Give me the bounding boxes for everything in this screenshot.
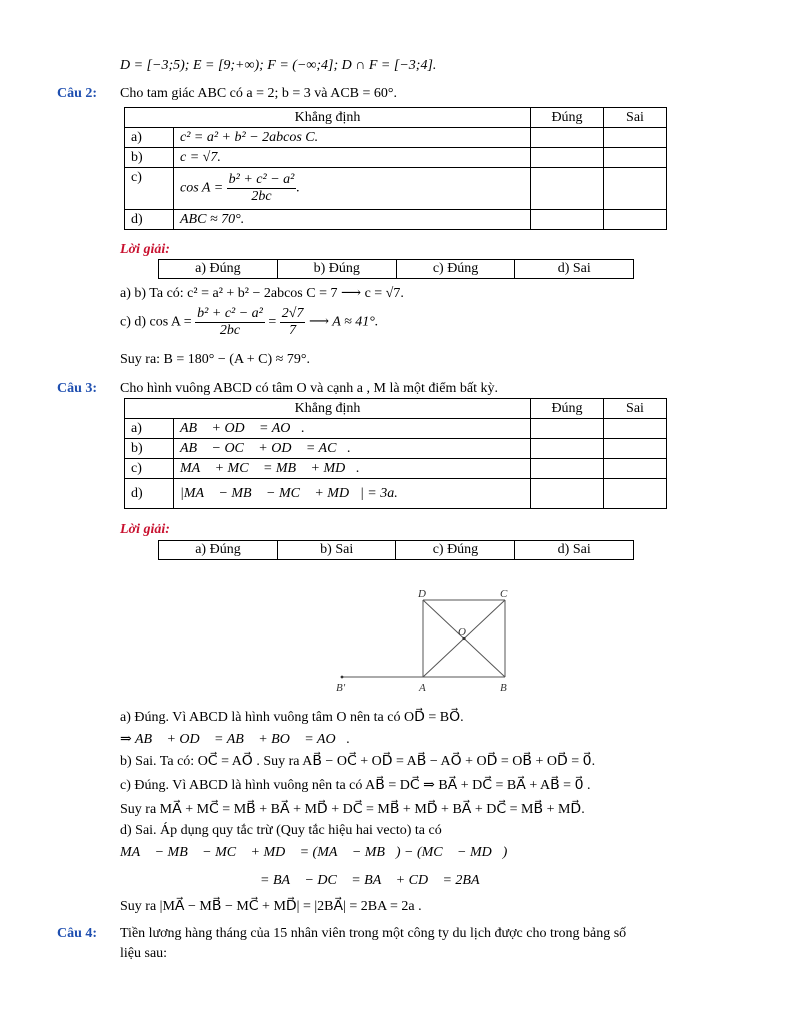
false-cell (604, 128, 667, 148)
table-row (125, 148, 667, 168)
question-3-label: Câu 3: (57, 381, 98, 396)
answer-cell: c) Đúng (396, 260, 515, 279)
row-statement: AB⃗ − OC⃗ + OD⃗ = AC⃗. (174, 439, 531, 459)
table-row (125, 128, 667, 148)
true-cell (531, 419, 604, 439)
q3-solution-line: = BA⃗ − DC⃗ = BA⃗ + CD⃗ = 2BA⃗ (260, 873, 491, 888)
row-statement: ABC ≈ 70°. (174, 210, 531, 230)
point-b-prime (341, 676, 344, 679)
table-row (125, 419, 667, 439)
answer-cell: d) Sai (515, 541, 634, 560)
fraction-denominator: 2bc (219, 323, 241, 338)
table-row (125, 168, 667, 210)
row-statement: c² = a² + b² − 2abcos C. (174, 128, 531, 148)
question-3-solution-label: Lời giải: (120, 522, 170, 537)
cos-a-prefix: c) d) cos A = (120, 314, 196, 330)
cos-a-fraction (227, 172, 297, 205)
q3-solution-line: b) Sai. Ta có: OC⃗ = AO⃗ . Suy ra AB⃗ − OC⃗ + OD⃗ = AB⃗ − AO⃗ + OD⃗ = OB⃗ + OD⃗ = 0⃗. (120, 754, 596, 769)
cos-a-prefix: cos A = (180, 180, 227, 196)
question-4-label: Câu 4: (57, 926, 98, 941)
label-b-prime: B′ (336, 682, 346, 694)
question-3-prompt: Cho hình vuông ABCD có tâm O và cạnh a , M là một điểm bất kỳ. (120, 381, 498, 396)
table-row (125, 479, 667, 509)
row-statement (174, 168, 531, 210)
answer-cell: c) Đúng (396, 541, 515, 560)
row-key: c) (125, 459, 174, 479)
q3-solution-line: MA⃗ − MB⃗ − MC⃗ + MD⃗ = (MA⃗ − MB⃗) − (MC⃗ − MD⃗) (120, 845, 508, 860)
true-cell (531, 479, 604, 509)
row-key: b) (125, 148, 174, 168)
false-cell (604, 168, 667, 210)
row-statement: AB⃗ + OD⃗ = AO⃗. (174, 419, 531, 439)
table-row (125, 439, 667, 459)
question-4-prompt-line-2: liệu sau: (120, 946, 168, 961)
false-cell (604, 210, 667, 230)
q3-solution-line: Suy ra |MA⃗ − MB⃗ − MC⃗ + MD⃗| = |2BA⃗| = 2BA = 2a . (120, 899, 422, 914)
question-2-answer-table (158, 259, 634, 279)
true-header: Đúng (531, 399, 604, 419)
answer-cell: d) Sai (515, 260, 634, 279)
fraction-numerator: b² + c² − a² (228, 172, 295, 187)
false-cell (604, 419, 667, 439)
row-key: a) (125, 128, 174, 148)
fraction-numerator: b² + c² − a² (197, 306, 263, 321)
row-key: c) (125, 168, 174, 210)
table-row (125, 210, 667, 230)
question-2-statement-table (124, 107, 667, 230)
false-header: Sai (604, 108, 667, 128)
row-key: d) (125, 210, 174, 230)
question-2-prompt: Cho tam giác ABC có a = 2; b = 3 và ACB = 60°. (120, 86, 397, 101)
false-cell (604, 439, 667, 459)
question-3-statement-table (124, 398, 667, 509)
label-c: C (500, 588, 508, 600)
cos-a-suffix: . (296, 180, 300, 196)
q2-solution-line-1: a) b) Ta có: c² = a² + b² − 2abcos C = 7 ⟶ c = √7. (120, 286, 404, 301)
true-cell (531, 439, 604, 459)
row-statement: c = √7. (174, 148, 531, 168)
label-b: B (500, 682, 507, 694)
true-header: Đúng (531, 108, 604, 128)
row-statement: |MA⃗ − MB⃗ − MC⃗ + MD⃗| = 3a. (174, 479, 531, 509)
answer-cell: b) Sai (277, 541, 396, 560)
fraction-numerator: 2√7 (281, 306, 304, 321)
row-key: b) (125, 439, 174, 459)
answer-cell: a) Đúng (159, 541, 278, 560)
q3-solution-line: c) Đúng. Vì ABCD là hình vuông nên ta có AB⃗ = DC⃗ ⇒ BA⃗ + DC⃗ = BA⃗ + AB⃗ = 0⃗ . (120, 778, 591, 793)
false-cell (604, 479, 667, 509)
set-result-line: D = [−3;5); E = [9;+∞); F = (−∞;4]; D ∩ F = [−3;4]. (120, 58, 437, 73)
row-key: a) (125, 419, 174, 439)
fraction-denominator: 2bc (251, 189, 272, 204)
true-cell (531, 128, 604, 148)
false-cell (604, 148, 667, 168)
question-2-label: Câu 2: (57, 86, 98, 101)
label-d: D (418, 588, 426, 600)
cos-a-fraction (195, 306, 265, 339)
table-row (125, 459, 667, 479)
square-figure (330, 585, 530, 700)
true-cell (531, 148, 604, 168)
q3-solution-line: a) Đúng. Vì ABCD là hình vuông tâm O nên ta có OD⃗ = BO⃗. (120, 710, 464, 725)
answer-cell: b) Đúng (277, 260, 396, 279)
q3-solution-line: d) Sai. Áp dụng quy tắc trừ (Quy tắc hiệu hai vecto) ta có (120, 823, 442, 838)
false-header: Sai (604, 399, 667, 419)
true-cell (531, 459, 604, 479)
equals-sign: = (264, 314, 280, 330)
true-cell (531, 168, 604, 210)
row-key: d) (125, 479, 174, 509)
false-cell (604, 459, 667, 479)
q2-solution-line-3: Suy ra: B = 180° − (A + C) ≈ 79°. (120, 352, 310, 367)
label-o: O (458, 626, 466, 638)
label-a: A (419, 682, 426, 694)
statement-header: Khẳng định (125, 399, 531, 419)
q3-solution-line: ⇒ AB⃗ + OD⃗ = AB⃗ + BO⃗ = AO⃗. (120, 732, 350, 747)
answer-cell: a) Đúng (159, 260, 278, 279)
row-statement: MA⃗ + MC⃗ = MB⃗ + MD⃗. (174, 459, 531, 479)
q2-solution-line-2 (120, 306, 378, 339)
q3-solution-line: Suy ra MA⃗ + MC⃗ = MB⃗ + BA⃗ + MD⃗ + DC⃗ = MB⃗ + MD⃗ + BA⃗ + DC⃗ = MB⃗ + MD⃗. (120, 802, 585, 817)
question-3-answer-table (158, 540, 634, 560)
question-2-solution-label: Lời giải: (120, 242, 170, 257)
statement-header: Khẳng định (125, 108, 531, 128)
angle-result: ⟶ A ≈ 41°. (305, 314, 379, 330)
value-fraction (280, 306, 306, 339)
question-4-prompt-line-1: Tiền lương hàng tháng của 15 nhân viên trong một công ty du lịch được cho trong bảng số (120, 926, 627, 941)
true-cell (531, 210, 604, 230)
fraction-denominator: 7 (289, 323, 297, 338)
